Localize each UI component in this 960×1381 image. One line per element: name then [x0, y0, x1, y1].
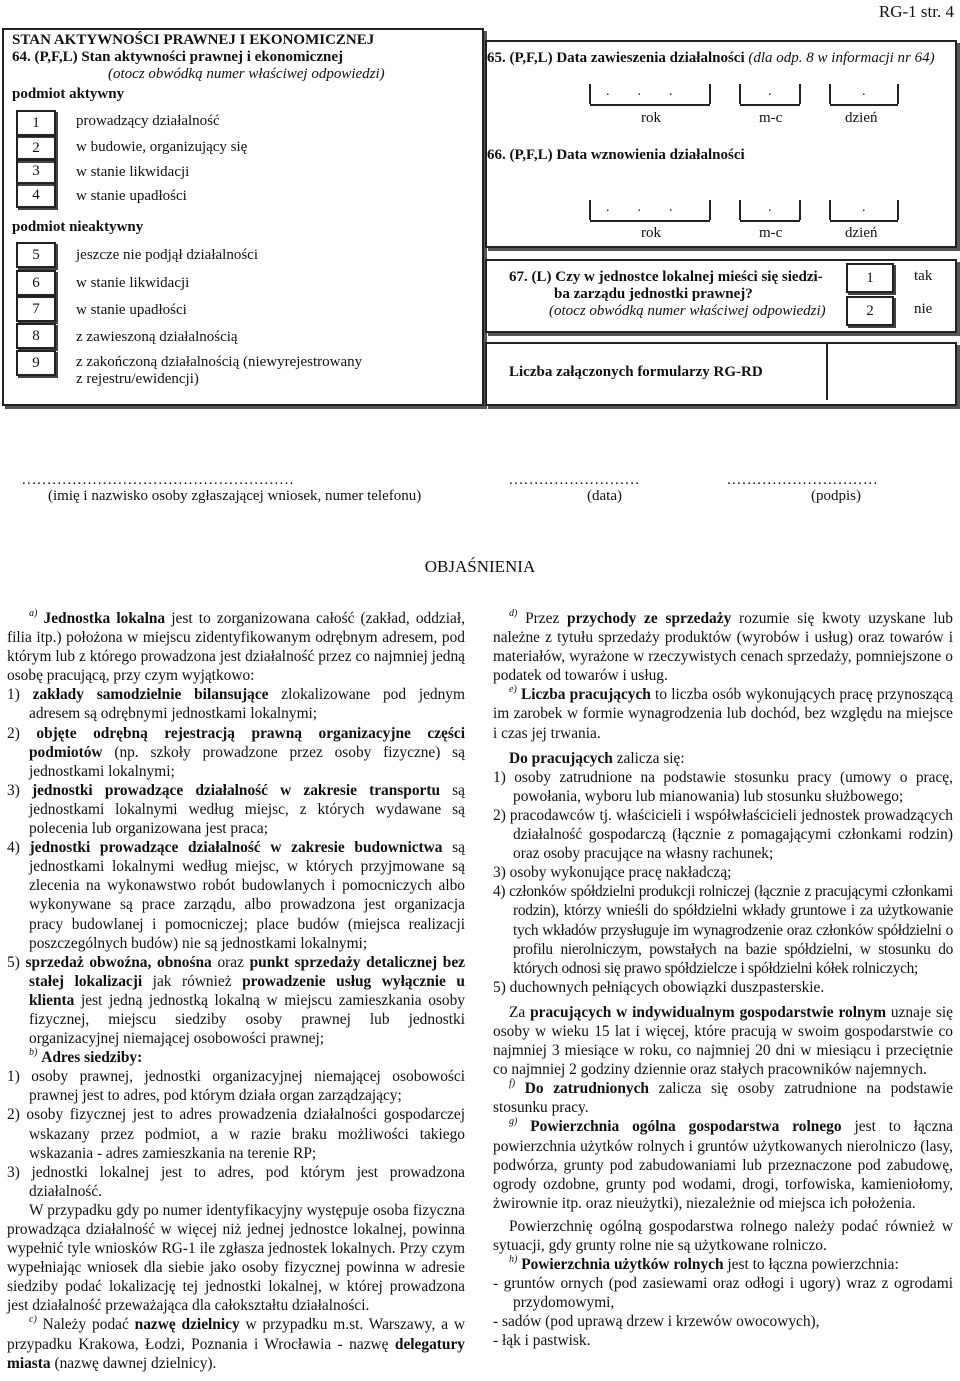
option-6[interactable]: [16, 270, 480, 296]
option-number[interactable]: 4: [16, 182, 56, 208]
year-dots: ...: [606, 200, 701, 215]
option-number[interactable]: 8: [16, 323, 56, 349]
farm-text: uznaje się osoby w wieku 15 lat i więcej, które pracują w swoim gospodarstwie co najmniej 3 miesiące w roku, co najmniej 20 dni w miesiącu i przeciętnie co najmniej 2 godziny dziennie oraz stałych pracowników najemnych.: [493, 1003, 953, 1079]
inactive-group-label: podmiot nieaktywny: [12, 219, 144, 235]
note-d-term: przychody ze sprzedaży: [567, 610, 732, 627]
option-5[interactable]: [16, 242, 480, 268]
note-e-term: Liczba pracujących: [520, 686, 651, 704]
note-f: [493, 1079, 953, 1117]
note-b: [7, 1048, 465, 1067]
question-64: 64. (P,F,L) Stan aktywności prawnej i ekonomicznej: [12, 49, 343, 65]
note-b-term: Adres siedziby:: [41, 1049, 143, 1067]
note-e-mark: e): [509, 684, 517, 696]
section-title: STAN AKTYWNOŚCI PRAWNEJ I EKONOMICZNEJ: [12, 32, 375, 48]
note-h-term: Powierzchnia użytków rolnych: [521, 1256, 724, 1274]
note-b-item-1: 1) osoby prawnej, jednostki organizacyjnej niemającej osobowości prawnej jest to adres, pod którym działa organ zarządzający;: [7, 1068, 465, 1105]
note-h-text: jest to łączna powierzchnia:: [723, 1256, 899, 1274]
workers-term: Do pracujących: [509, 749, 613, 767]
option-label: z zawieszoną działalnością: [76, 329, 238, 345]
note-d: [493, 609, 953, 685]
day-label: dzień: [845, 225, 878, 241]
note-a-item-1: [7, 685, 465, 723]
note-a: [7, 609, 465, 685]
explanations-title: OBJAŚNIENIA: [424, 557, 536, 576]
item-number: 4): [7, 839, 20, 857]
explanations-right-column: [493, 609, 953, 1351]
day-dots: .: [862, 200, 866, 215]
note-d-mark: d): [509, 608, 518, 619]
note-a-item-2: [7, 724, 465, 781]
question-65: [487, 50, 935, 67]
item-number: 2): [7, 724, 20, 742]
option-number[interactable]: 9: [16, 350, 56, 376]
item-term: jednostki prowadzące działalność w zakresie budownictwa: [29, 839, 443, 857]
farm-workers-paragraph: [493, 1003, 953, 1079]
question-64-instruction: (otocz obwódką numer właściwej odpowiedzi): [108, 66, 385, 82]
note-g: [493, 1117, 953, 1212]
name-caption: (imię i nazwisko osoby zgłaszającej wniosek, numer telefonu): [48, 488, 422, 504]
attachments-label: Liczba załączonych formularzy RG-RD: [509, 364, 763, 380]
month-dots: .: [768, 200, 772, 215]
question-65-label: 65. (P,F,L) Data zawieszenia działalności: [487, 50, 745, 66]
option-number[interactable]: 2: [16, 135, 56, 161]
note-b-item-2: 2) osoby fizycznej jest to adres prowadzenia działalności gospodarczej wskazany przez podmiot, a w razie braku możliwości takiego wskazania - adres zamieszkania na terenie RP;: [7, 1106, 465, 1162]
note-b-item-3: 3) jednostki lokalnej jest to adres, pod którym jest prowadzona działalność.: [7, 1163, 465, 1200]
attachments-count-box[interactable]: [826, 344, 952, 400]
option-1[interactable]: [16, 110, 480, 136]
note-b-mark: b): [29, 1047, 38, 1059]
item-term: objęte odrębną rejestracją prawną organizacyjne części podmiotów: [29, 724, 465, 761]
note-c-mark: c): [29, 1314, 37, 1326]
active-group-label: podmiot aktywny: [12, 86, 125, 102]
day-dots: .: [862, 84, 866, 99]
item-text: jest jedną jednostką lokalną w miejscu zamieszkania osoby fizycznej, miejscu siedziby osoby prawnej lub jednostki organizacyjnej niemającej osobowości prawnej;: [29, 991, 465, 1048]
year-dots: ...: [606, 84, 701, 99]
workers-item-1: 1) osoby zatrudnione na podstawie stosunku pracy (umowy o pracę, powołania, wyboru lub mianowania) lub stosunku służbowego;: [493, 768, 953, 805]
option-label: w budowie, organizujący się: [76, 139, 248, 155]
option-label: w stanie upadłości: [76, 302, 187, 318]
item-text: zlokalizowane pod jednym adresem są odrębnymi jednostkami lokalnymi;: [29, 686, 465, 723]
signature-dots[interactable]: ..............................: [727, 472, 879, 488]
option-3[interactable]: [16, 158, 480, 184]
date-caption: (data): [587, 488, 622, 504]
year-label: rok: [641, 110, 661, 126]
item-text: oraz: [211, 953, 250, 971]
item-number: 1): [7, 686, 20, 704]
question-65-note: (dla odp. 8 w informacji nr 64): [748, 50, 935, 66]
note-c-text: w przypadku m.st. Warszawy, a w przypadku Krakowa, Łodzi, Poznania i Wrocławia - nazwę: [7, 1316, 465, 1353]
question-66: 66. (P,F,L) Data wznowienia działalności: [487, 147, 745, 163]
note-g-mark: g): [509, 1116, 518, 1128]
item-number: 5): [7, 953, 20, 971]
workers-item-2: 2) pracodawców tj. właścicieli i współwłaścicieli jednostek prowadzących działalność gospodarczą (łącznie z pomagającymi członkami rodzin) oraz osoby pracujące na własny rachunek;: [493, 806, 953, 863]
month-label: m-c: [759, 225, 783, 241]
question-67-line2: ba zarządu jednostki prawnej?: [554, 286, 753, 302]
note-c-text: Należy podać: [36, 1316, 135, 1334]
day-label: dzień: [845, 110, 878, 126]
date-dots[interactable]: ..........................: [509, 472, 641, 488]
item-text: jak również: [142, 972, 243, 990]
item-text: (np. szkoły prowadzone przez osoby fizyczne) są jednostkami lokalnymi;: [29, 743, 465, 780]
explanations-left-column: [7, 609, 465, 1373]
note-c-text: (nazwę dawnej dzielnicy).: [50, 1354, 217, 1372]
note-e-text: to liczba osób wykonujących pracę przynoszącą im zarobek w formie wynagrodzenia lub dochód, bez względu na miejsce i czas jej trwania.: [493, 686, 953, 742]
item-text: są jednostkami lokalnymi według miejsc, w których przyjmowane są zlecenia na wykonawstwo robót budowlanych i pomocniczych albo wykonywane są prace zarządu, albo prowadzona jest organizacja pracy budowlanej i pomocniczej; place budów (miejsca realizacji poszczególnych budów) nie są jednostkami lokalnymi;: [29, 839, 465, 952]
workers-intro: [493, 749, 953, 768]
suspension-date-field[interactable]: [590, 82, 900, 106]
note-e: [493, 685, 953, 742]
item-term: punkt sprzedaży detalicznej bez stałej lokalizacji: [29, 953, 465, 990]
question-67-instruction: (otocz obwódką numer właściwej odpowiedzi): [549, 303, 826, 319]
signature-caption: (podpis): [811, 488, 861, 504]
month-dots: .: [768, 84, 772, 99]
note-a-item-5: [7, 953, 465, 1048]
note-a-mark: a): [29, 608, 38, 619]
page-number: RG-1 str. 4: [878, 2, 954, 21]
note-a-item-3: [7, 781, 465, 838]
note-f-text: zalicza się osoby zatrudnione na podstawie stosunku pracy.: [493, 1080, 953, 1117]
note-g-term: Powierzchnia ogólna gospodarstwa rolnego: [530, 1118, 842, 1136]
resumption-date-field[interactable]: [590, 198, 900, 222]
note-a-item-4: [7, 838, 465, 953]
note-c: [7, 1315, 465, 1372]
note-f-term: Do zatrudnionych: [524, 1080, 649, 1098]
option-8[interactable]: [16, 323, 480, 349]
note-a-term: Jednostka lokalna: [43, 610, 166, 627]
option-number[interactable]: 5: [16, 242, 56, 268]
option-number[interactable]: 3: [16, 158, 56, 184]
farm-text: Za: [509, 1003, 531, 1021]
item-term: zakłady samodzielnie bilansujące: [32, 686, 269, 704]
note-h: [493, 1255, 953, 1274]
option-number[interactable]: 7: [16, 296, 56, 322]
answer-no-number[interactable]: 2: [846, 296, 894, 326]
farm-term: pracujących w indywidualnym gospodarstwie rolnym: [530, 1003, 887, 1021]
option-label: w stanie likwidacji: [76, 275, 190, 291]
year-label: rok: [641, 225, 661, 241]
workers-item-4: 4) członków spółdzielni produkcji rolniczej (łącznie z pracującymi członkami rodzin), którzy wnieśli do spółdzielni wkłady gruntowe i za użytkowanie tych wkładów przysługuje im wynagrodzenie oraz członków spółdzielni o profilu nierolniczym, powstałych na bazie spółdzielni, w stosunku do których odnosi się prawo spółdzielcze i spółdzielni kółek rolniczych;: [493, 883, 953, 977]
answer-yes-number[interactable]: 1: [846, 263, 894, 293]
item-text: są jednostkami lokalnymi według miejsc, z których wydawane są polecenia lub organizowana jest praca;: [29, 781, 465, 838]
item-number: 3): [7, 781, 20, 799]
item-term: jednostki prowadzące działalność w zakresie transportu: [31, 781, 441, 799]
workers-text: zalicza się:: [612, 749, 685, 767]
option-4[interactable]: [16, 182, 480, 208]
note-h-item-1: - gruntów ornych (pod zasiewami oraz odłogi i ugory) wraz z ogrodami przydomowymi,: [493, 1275, 953, 1312]
option-label: jeszcze nie podjął działalności: [76, 247, 258, 263]
option-9[interactable]: [16, 350, 480, 390]
option-label: w stanie likwidacji: [76, 164, 190, 180]
note-f-mark: f): [509, 1078, 516, 1090]
note-g-paragraph: Powierzchnię ogólną gospodarstwa rolnego należy podać również w sytuacji, gdy grunty rolne nie są użytkowane rolniczo.: [493, 1217, 953, 1254]
option-label: z zakończoną działalnością (niewyrejestrowany: [76, 354, 363, 370]
note-h-item-2: - sadów (pod uprawą drzew i krzewów owocowych),: [493, 1313, 820, 1331]
item-term: sprzedaż obwoźna, obnośna: [25, 953, 212, 971]
month-label: m-c: [759, 110, 783, 126]
note-b-paragraph: W przypadku gdy po numer identyfikacyjny występuje osoba fizyczna prowadząca działalność w więcej niż jednej jednostce lokalnej, powinna wypełnić tyle wniosków RG-1 ile zgłasza jednostek lokalnych. Przy czym wypełniając wniosek dla siebie jako osoby fizycznej powinna w adresie siedziby podać lokalizację tej jednostki lokalnej, w której prowadzona jest działalność przeważająca dla całokształtu działalności.: [7, 1201, 465, 1315]
note-c-term: nazwę dzielnicy: [134, 1316, 240, 1334]
option-number[interactable]: 6: [16, 270, 56, 296]
option-number[interactable]: 1: [16, 110, 56, 136]
name-dots[interactable]: ......................................................: [22, 472, 295, 488]
item-term: prowadzenie usług wyłącznie u klienta: [29, 972, 465, 1009]
question-67-line1: 67. (L) Czy w jednostce lokalnej mieści się siedzi-: [509, 269, 823, 285]
option-label: w stanie upadłości: [76, 188, 187, 204]
note-h-mark: h): [509, 1254, 518, 1266]
note-d-text: Przez: [517, 610, 568, 627]
option-label: prowadzący działalność: [76, 113, 220, 129]
note-c-term: delegatury miasta: [7, 1335, 465, 1372]
note-g-text: jest to łączna powierzchnia użytków rolnych i gruntów użytkowanych nierolniczo (lasy, podwórza, grunty pod zabudowaniami lub przeznaczone pod zabudowę, ogrody ozdobne, grunty pod wodami, drogi, torfowiska, kamieniołomy, żwirownie itp. oraz nieużytki), niezależnie od miejsca ich położenia.: [493, 1118, 953, 1212]
note-d-text: rozumie się kwoty uzyskane lub należne z tytułu sprzedaży produktów (wyrobów i usług) oraz towarów i materiałów, wyrażone w rzeczywistych cenach sprzedaży, pomniejszone o podatek od towarów i usług.: [493, 610, 953, 685]
answer-yes-label: tak: [914, 268, 933, 284]
option-7[interactable]: [16, 296, 480, 322]
note-h-item-3: - łąk i pastwisk.: [493, 1332, 591, 1350]
workers-item-5: 5) duchownych pełniących obowiązki duszpasterskie.: [493, 978, 825, 996]
answer-no-label: nie: [914, 301, 933, 317]
note-a-text: jest to zorganizowana całość (zakład, oddział, filia itp.) położona w miejscu zidentyfikowanym odrębnym adresem, pod którym lub z którego prowadzona jest działalność przez co najmniej jedną osobę pracującą, przy czym wyjątkowo:: [7, 610, 465, 685]
option-label-continued: z rejestru/ewidencji): [76, 371, 199, 387]
workers-item-3: 3) osoby wykonujące pracę nakładczą;: [493, 864, 732, 882]
